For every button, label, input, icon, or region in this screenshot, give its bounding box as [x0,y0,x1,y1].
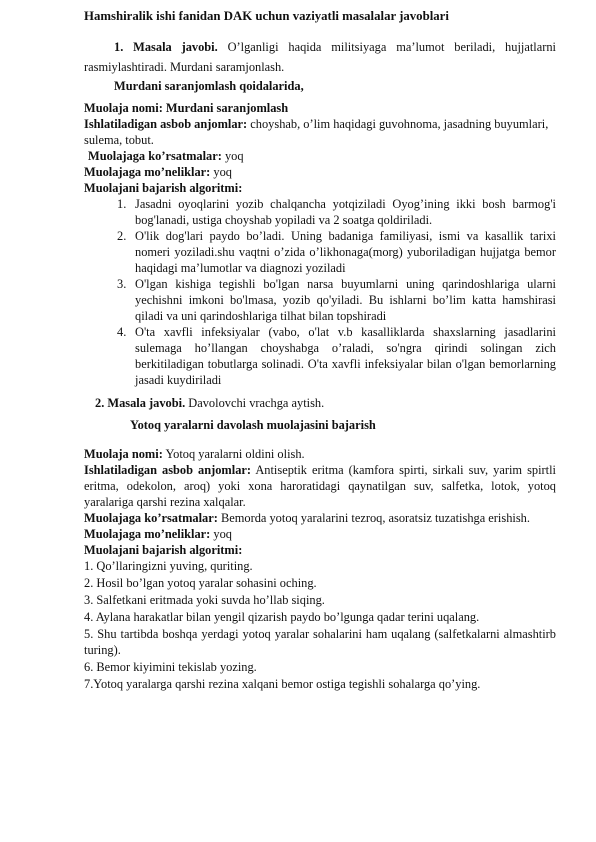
task1-tools [84,116,556,148]
document-title: Hamshiralik ishi fanidan DAK uchun vaziyatli masalalar javoblari [84,9,449,23]
step-text: O'lgan kishiga tegishli bo'lgan narsa buyumlarni uning qarindoshlariga ularni yechishni imkoni bo'lmasa, yozib qo'yiladi. Bu ishlarni bo’lim katta hamshirasi qiladi va uni qarindoshlariga tilhat bilan topshiradi [135,277,556,323]
task1-contra [84,164,556,180]
task1-tools-label: Ishlatiladigan asbob anjomlar: [84,117,248,131]
list-item [84,276,556,324]
task1-subtitle: Murdani saranjomlash qoidalarida, [114,79,304,93]
task1-contra-label: Muolajaga mo’neliklar: [84,165,211,179]
step-number: 3. [117,277,127,291]
task2-contra [84,526,556,542]
task2-text: Davolovchi vrachga aytish. [185,396,325,410]
task1-steps [84,196,556,388]
task2-algorithm-label: Muolajani bajarish algoritmi: [84,543,243,557]
step-number: 2. [117,229,127,243]
step-text: Jasadni oyoqlarini yozib chalqancha yotqiziladi Oyog’ining ikki bosh barmog'i bog'lanadi, ustiga choyshab yopiladi va 2 soatga qoldiriladi. [135,197,556,227]
task2-indications-label: Muolajaga ko’rsatmalar: [84,511,218,525]
task1-indications-value: yoq [221,149,244,163]
task2-label: 2. Masala javobi. [95,396,186,410]
task2-indications [84,510,556,526]
task2-contra-value: yoq [210,527,232,541]
list-item [84,324,556,388]
task1-contra-value: yoq [210,165,232,179]
task1-indications [84,148,556,164]
list-item: 4. Aylana harakatlar bilan yengil qizarish paydo bo’lgunga qadar terini uqalang. [84,610,480,624]
task2-paragraph [84,395,556,411]
task1-name-label: Muolaja nomi: [84,101,163,115]
task1-label: 1. Masala javobi. [114,40,218,54]
list-item: 3. Salfetkani eritmada yoki suvda ho’llab siqing. [84,593,325,607]
list-item [84,196,556,228]
step-number: 4. [117,325,127,339]
task2-name [84,446,556,462]
task2-name-value: Yotoq yaralarni oldini olish. [162,447,305,461]
task2-indications-value: Bemorda yotoq yaralarini tezroq, asoratsiz tuzatishga erishish. [217,511,530,525]
task2-tools [84,462,556,510]
step-text: O'ta xavfli infeksiyalar (vabo, o'lat v.b kasalliklarda shaxslarning jasadlarini sulemaga ho’llangan choyshabga o’raladi, so'ngra qirindi solingan zich berkitiladigan tobutlarga solinadi. O'ta xavfli infeksiyalar bilan o'lgan bemorlarning jasadi kuydiriladi [135,325,556,387]
task1-paragraph [84,37,556,77]
task1-tools-value: choyshab, o’lim haqidagi guvohnoma, jasadning buyumlari, sulema, tobut. [84,117,549,147]
list-item: 6. Bemor kiyimini tekislab yozing. [84,660,257,674]
step-text: O'lik dog'lari paydo bo’ladi. Uning badaniga familiyasi, ismi va kasallik tarixi nomeri yoziladi.shu vaqtni o’zida o’likhonaga(morg) yuboriladigan hujjatga bemor haqidagi ma’lumotlar va diagnozi yoziladi [135,229,556,275]
task2-contra-label: Muolajaga mo’neliklar: [84,527,211,541]
task2-steps [84,558,556,692]
task2-name-label: Muolaja nomi: [84,447,163,461]
task1-name-value: Murdani saranjomlash [162,101,289,115]
list-item: 1. Qo’llaringizni yuving, quriting. [84,559,253,573]
task1-name [84,100,556,116]
task2-subtitle: Yotoq yaralarni davolash muolajasini bajarish [130,418,376,432]
task1-indications-label: Muolajaga ko’rsatmalar: [88,149,222,163]
task2-tools-value: Antiseptik eritma (kamfora spirti, sirkali suv, yarim spirtli eritma, odekolon, aroq) yoki xona haroratidagi qaynatilgan suv, salfetka, lotok, yotoq yaralariga qarshi rezina xalqalar. [84,463,556,509]
task1-algorithm-label: Muolajani bajarish algoritmi: [84,181,243,195]
list-item: 7.Yotoq yaralarga qarshi rezina xalqani bemor ostiga tegishli sohalarga qo’ying. [84,677,481,691]
step-number: 1. [117,197,127,211]
list-item: 5. Shu tartibda boshqa yerdagi yotoq yaralar sohalarini ham uqalang (salfetkalarni almashtirb turing). [84,627,556,657]
task2-tools-label: Ishlatiladigan asbob anjomlar: [84,463,252,477]
task1-text: O’lganligi haqida militsiyaga ma’lumot beriladi, hujjatlarni rasmiylashtiradi. Murdani saramjonlash. [84,40,556,74]
list-item [84,228,556,276]
list-item: 2. Hosil bo’lgan yotoq yaralar sohasini oching. [84,576,317,590]
